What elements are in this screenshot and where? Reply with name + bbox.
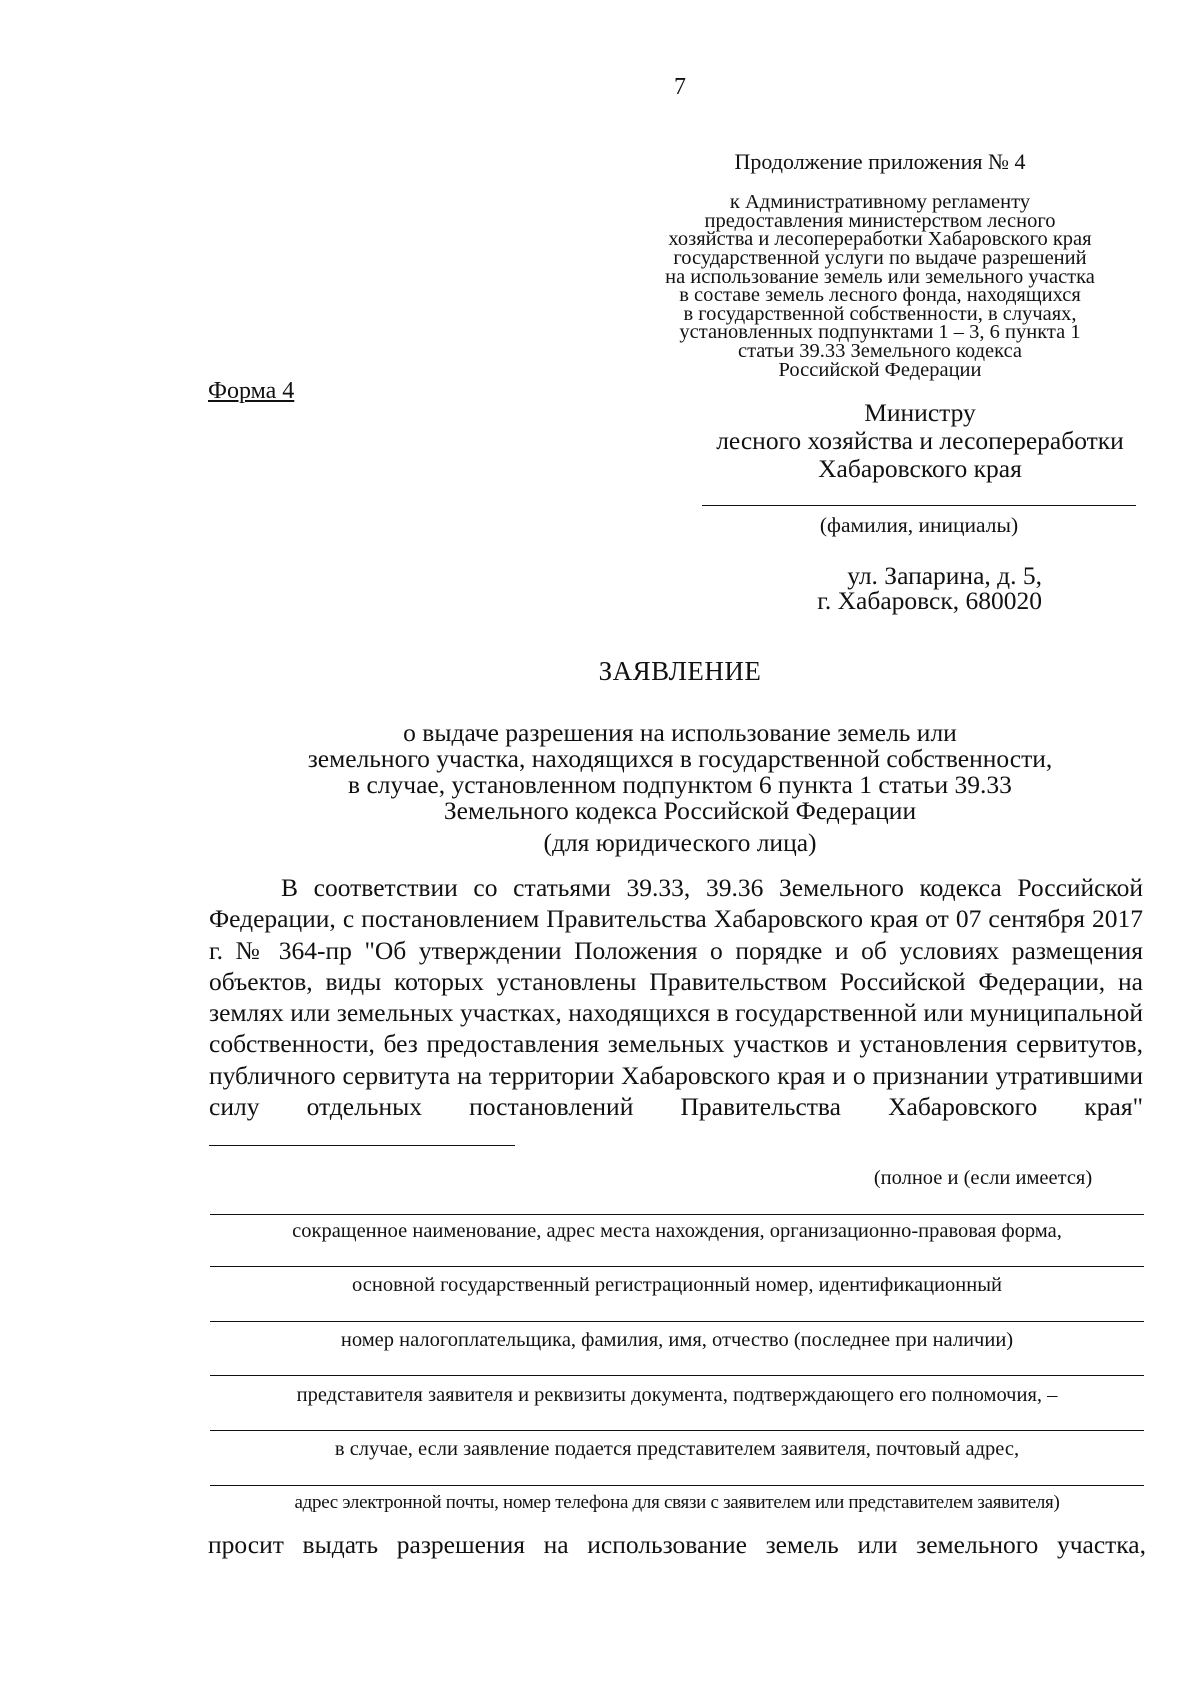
field-caption-4: номер налогоплательщика, фамилия, имя, отчество (последнее при наличии) bbox=[340, 1329, 1014, 1351]
field-line-5[interactable] bbox=[210, 1375, 1144, 1376]
subtitle-text: о выдаче разрешения на использование земель или земельного участка, находящихся в государственной собственности, в случае, установленном подпунктом 6 пункта 1 статьи 39.33 Земельного кодекса Российской Федерации bbox=[307, 718, 1053, 825]
document-subtitle bbox=[180, 694, 1180, 882]
appendix-reference bbox=[600, 130, 1160, 398]
field-caption-6: в случае, если заявление подается представителем заявителя, почтовый адрес, bbox=[334, 1438, 1020, 1460]
addressee-address: ул. Запарина, д. 5, г. Хабаровск, 680020 bbox=[817, 561, 1042, 615]
field-line-4[interactable] bbox=[210, 1321, 1144, 1322]
form-label: Форма 4 bbox=[208, 378, 295, 404]
appendix-text: к Административному регламенту предоставления министерством лесного хозяйства и лесопереработки Хабаровского края государственной услуги по выдаче разрешений на использование земель или земельного участка в составе земель лесного фонда, находящихся в государственной собственности, в случаях, установленных подпунктами 1 – 3, 6 пункта 1 статьи 39.33 Земельного кодекса Российской Федерации bbox=[665, 191, 1095, 381]
field-caption-5: представителя заявителя и реквизиты документа, подтверждающего его полномочия, – bbox=[296, 1384, 1058, 1406]
closing-line: просит выдать разрешения на использование земель или земельного участка, bbox=[208, 1530, 1146, 1559]
field-line-7[interactable] bbox=[210, 1485, 1144, 1486]
document-title: ЗАЯВЛЕНИЕ bbox=[598, 656, 762, 686]
applicant-name-fill-line[interactable] bbox=[209, 1145, 515, 1146]
applicant-type: (для юридического лица) bbox=[543, 828, 817, 857]
body-text: В соответствии со статьями 39.33, 39.36 Земельного кодекса Российской Федерации, с постановлением Правительства Хабаровского края от 07 сентября 2017 г. № 364-пр "Об утверждении Положения о порядке и об условиях размещения объектов, виды которых установлены Правительством Российской Федерации, на землях или земельных участках, находящихся в государственной или муниципальной собственности, без предоставления земельных участков и установления сервитутов, публичного сервитута на территории Хабаровского края и о признании утратившими силу отдельных постановлений Правительства Хабаровского края" bbox=[209, 873, 1143, 1122]
field-caption-1: (полное и (если имеется) bbox=[873, 1167, 1093, 1189]
field-line-6[interactable] bbox=[210, 1430, 1144, 1431]
addressee-name-caption: (фамилия, инициалы) bbox=[819, 513, 1019, 537]
field-caption-2: сокращенное наименование, адрес места нахождения, организационно-правовая форма, bbox=[292, 1220, 1062, 1242]
field-caption-3: основной государственный регистрационный номер, идентификационный bbox=[352, 1274, 1002, 1296]
field-line-3[interactable] bbox=[210, 1266, 1144, 1267]
appendix-heading: Продолжение приложения № 4 bbox=[734, 148, 1026, 174]
field-line-2[interactable] bbox=[210, 1214, 1144, 1215]
addressee-name-line[interactable] bbox=[702, 505, 1136, 506]
field-caption-7: адрес электронной почты, номер телефона для связи с заявителем или представителем заявителя) bbox=[294, 1492, 1060, 1513]
addressee: Министру лесного хозяйства и лесопереработки Хабаровского края bbox=[716, 398, 1124, 483]
body-paragraph bbox=[209, 872, 1143, 1154]
page-number: 7 bbox=[674, 74, 686, 100]
